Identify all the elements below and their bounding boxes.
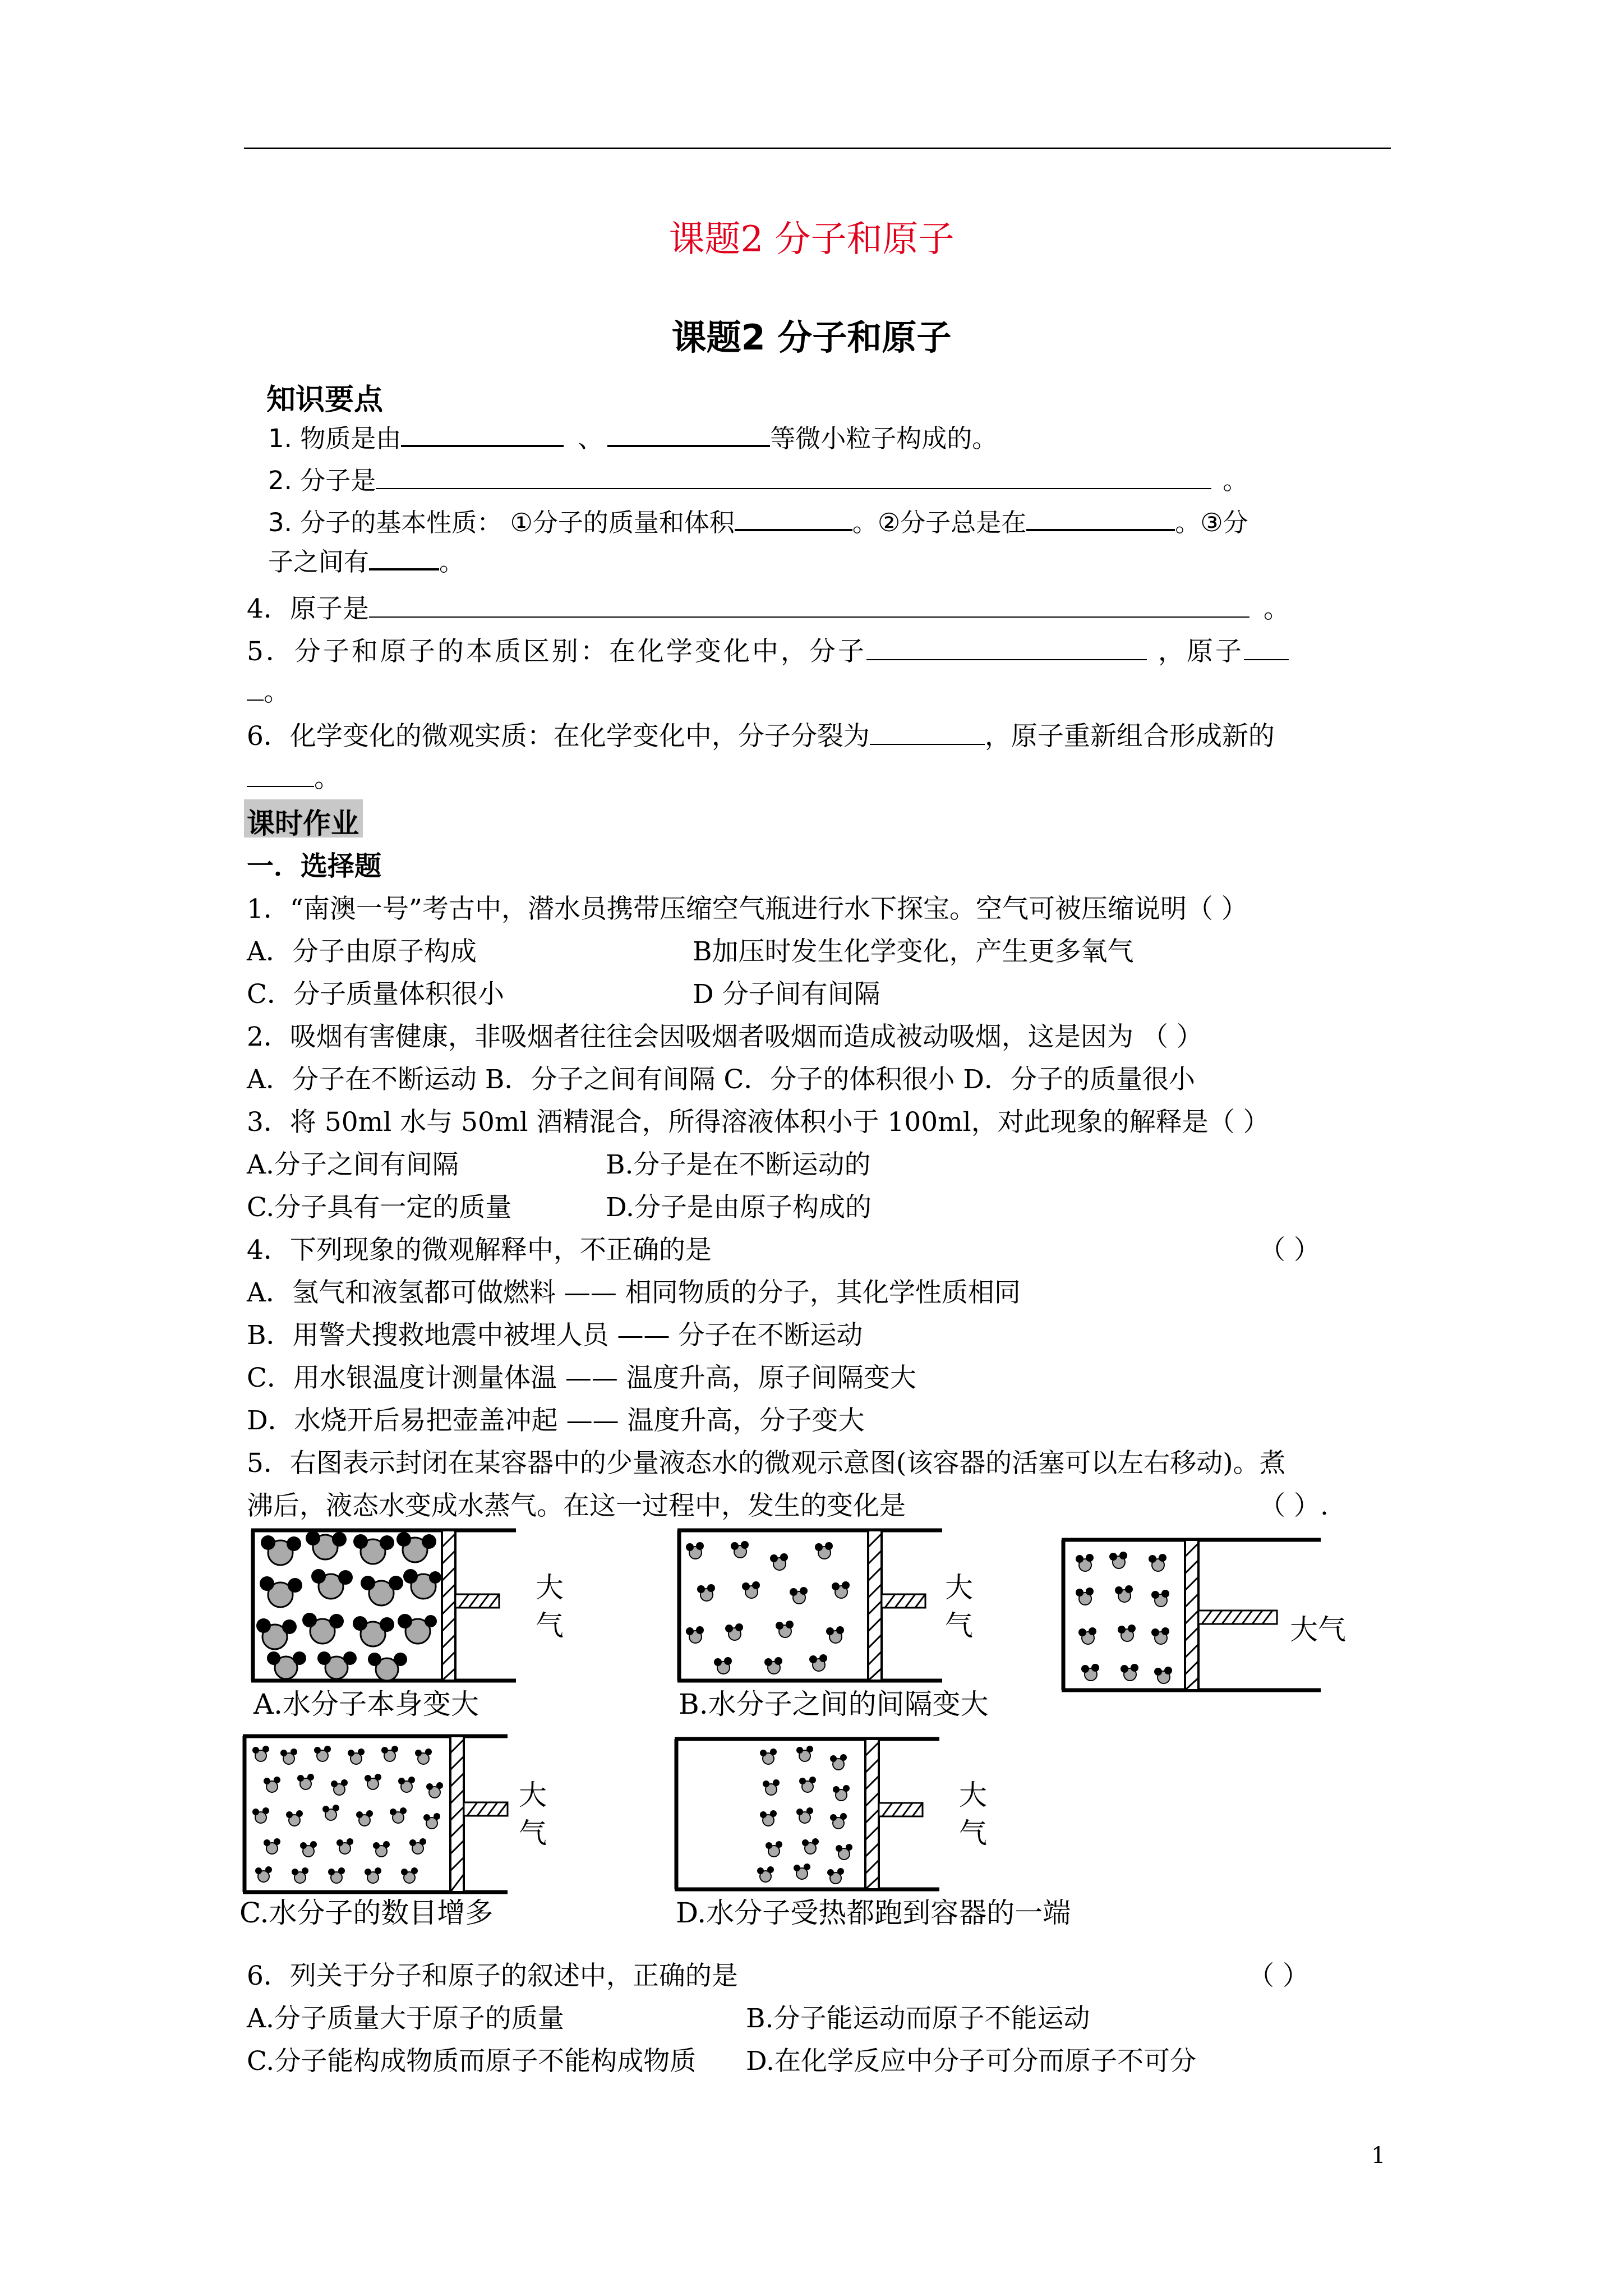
kp3-end: 。 <box>439 547 465 577</box>
q6-option-b[interactable]: B.分子能运动而原子不能运动 <box>746 2003 1090 2034</box>
q1-option-b[interactable]: B加压时发生化学变化，产生更多氧气 <box>693 936 1134 967</box>
kp4-end: 。 <box>1263 593 1290 624</box>
q3-option-b[interactable]: B.分子是在不断运动的 <box>606 1149 871 1180</box>
q6-answer-paren[interactable]: （ ） <box>1248 1961 1309 1991</box>
page-title-red: 课题2 分子和原子 <box>668 219 955 260</box>
q1-option-a[interactable]: A．分子由原子构成 <box>247 936 477 967</box>
kp5-end: 。 <box>264 677 290 707</box>
kp1-sep: 、 <box>578 424 603 453</box>
blank-field[interactable] <box>1026 507 1175 531</box>
diagram-c <box>238 1731 530 1899</box>
kp2-end: 。 <box>1223 466 1248 495</box>
q5-answer-paren[interactable]: （ ）. <box>1259 1490 1329 1521</box>
knowledge-point-1 <box>268 418 997 454</box>
q6-option-a[interactable]: A.分子质量大于原子的质量 <box>247 2003 564 2034</box>
knowledge-heading: 知识要点 <box>266 383 384 417</box>
section-heading: 一．选择题 <box>247 850 382 882</box>
q4-option-d[interactable]: D．水烧开后易把壶盖冲起 —— 温度升高，分子变大 <box>247 1405 865 1436</box>
blank-field[interactable] <box>607 422 770 447</box>
q5-option-d[interactable]: D.水分子受热都跑到容器的一端 <box>676 1897 1071 1929</box>
kp2-text: 2. 分子是 <box>268 466 376 495</box>
diagram-a-air-label-2: 气 <box>536 1609 564 1642</box>
page-title: 课题2 分子和原子 <box>671 317 952 358</box>
q1-option-d[interactable]: D 分子间有间隔 <box>693 979 880 1010</box>
blank-field[interactable] <box>369 594 1249 618</box>
q3-option-c[interactable]: C.分子具有一定的质量 <box>247 1192 512 1223</box>
kp1-end: 等微小粒子构成的。 <box>770 424 998 453</box>
kp3-text: 3. 分子的基本性质： ①分子的质量和体积 <box>268 508 735 537</box>
knowledge-point-3-cont <box>268 541 464 578</box>
diagram-reference-air-label: 大气 <box>1290 1613 1346 1646</box>
kp3-text-d: 子之间有 <box>268 547 370 577</box>
blank-field[interactable] <box>376 466 1211 489</box>
q3-option-a[interactable]: A.分子之间有间隔 <box>247 1149 459 1180</box>
q4-option-a[interactable]: A．氢气和液氢都可做燃料 —— 相同物质的分子，其化学性质相同 <box>247 1277 1021 1308</box>
q4-option-c[interactable]: C．用水银温度计测量体温 —— 温度升高，原子间隔变大 <box>247 1363 916 1393</box>
homework-heading: 课时作业 <box>247 807 359 840</box>
q5-option-c[interactable]: C.水分子的数目增多 <box>239 1897 494 1929</box>
kp6-text: 6．化学变化的微观实质：在化学变化中，分子分裂为 <box>247 721 870 752</box>
blank-field[interactable] <box>1244 637 1289 660</box>
diagram-d-air-label-1: 大 <box>959 1779 987 1811</box>
knowledge-point-4 <box>247 588 1290 625</box>
kp5-text-b: ，原子 <box>1158 636 1244 667</box>
q4-option-b[interactable]: B．用警犬搜救地震中被埋人员 —— 分子在不断运动 <box>247 1320 863 1351</box>
question-5-line-1: 5．右图表示封闭在某容器中的少量液态水的微观示意图(该容器的活塞可以左右移动)。煮 <box>247 1448 1286 1479</box>
knowledge-point-6-cont <box>247 757 340 795</box>
blank-field[interactable] <box>870 721 985 745</box>
q2-options[interactable]: A．分子在不断运动 B．分子之间有间隔 C．分子的体积很小 D．分子的质量很小 <box>247 1064 1195 1095</box>
question-2: 2．吸烟有害健康，非吸烟者往往会因吸烟者吸烟而造成被动吸烟，这是因为 （ ） <box>247 1022 1203 1052</box>
blank-field[interactable] <box>401 422 564 447</box>
q5-option-a[interactable]: A.水分子本身变大 <box>253 1688 479 1720</box>
kp3-text-b: 。②分子总是在 <box>852 508 1027 537</box>
knowledge-point-6 <box>247 715 1275 753</box>
diagram-b-air-label-2: 气 <box>945 1609 973 1642</box>
blank-field[interactable] <box>369 546 439 570</box>
kp4-text: 4．原子是 <box>247 593 369 624</box>
q1-option-c[interactable]: C．分子质量体积很小 <box>247 979 504 1010</box>
kp1-text: 1. 物质是由 <box>268 424 402 453</box>
knowledge-point-5 <box>247 631 1289 668</box>
kp5-text: 5．分子和原子的本质区别：在化学变化中，分子 <box>247 636 866 667</box>
question-3: 3．将 50ml 水与 50ml 酒精混合，所得溶液体积小于 100ml，对此现象的解释是（ ） <box>247 1107 1270 1138</box>
q6-option-c[interactable]: C.分子能构成物质而原子不能构成物质 <box>247 2046 697 2077</box>
page-number: 1 <box>1371 2143 1386 2169</box>
diagram-c-air-label-2: 气 <box>519 1817 547 1849</box>
question-6: 6．列关于分子和原子的叙述中，正确的是 <box>247 1961 738 1991</box>
question-5-line-2: 沸后，液态水变成水蒸气。在这一过程中，发生的变化是 <box>247 1490 906 1521</box>
blank-field[interactable] <box>247 677 264 701</box>
knowledge-point-2 <box>268 460 1248 496</box>
kp3-text-c: 。③分 <box>1175 508 1248 537</box>
diagram-d <box>670 1733 962 1896</box>
knowledge-point-3 <box>268 502 1248 539</box>
diagram-d-air-label-2: 气 <box>959 1817 987 1849</box>
diagram-c-air-label-1: 大 <box>519 1779 547 1811</box>
diagram-b <box>673 1525 965 1687</box>
q6-option-d[interactable]: D.在化学反应中分子可分而原子不可分 <box>746 2046 1196 2077</box>
q4-answer-paren[interactable]: （ ） <box>1259 1235 1320 1266</box>
kp6-end: 。 <box>314 763 340 794</box>
question-1: 1．“南澳一号”考古中，潜水员携带压缩空气瓶进行水下探宝。空气可被压缩说明（ ） <box>247 894 1248 924</box>
question-4: 4．下列现象的微观解释中，不正确的是 <box>247 1235 712 1266</box>
diagram-b-air-label-1: 大 <box>945 1571 973 1604</box>
q5-option-b[interactable]: B.水分子之间的间隔变大 <box>679 1688 989 1720</box>
header-rule <box>244 148 1391 149</box>
blank-field[interactable] <box>735 507 852 531</box>
blank-field[interactable] <box>247 763 314 787</box>
knowledge-point-5-cont <box>247 671 290 708</box>
q3-option-d[interactable]: D.分子是由原子构成的 <box>606 1192 872 1223</box>
kp6-text-b: ，原子重新组合形成新的 <box>984 721 1275 752</box>
blank-field[interactable] <box>866 637 1147 660</box>
diagram-a <box>247 1525 538 1687</box>
diagram-a-air-label-1: 大 <box>536 1571 564 1604</box>
